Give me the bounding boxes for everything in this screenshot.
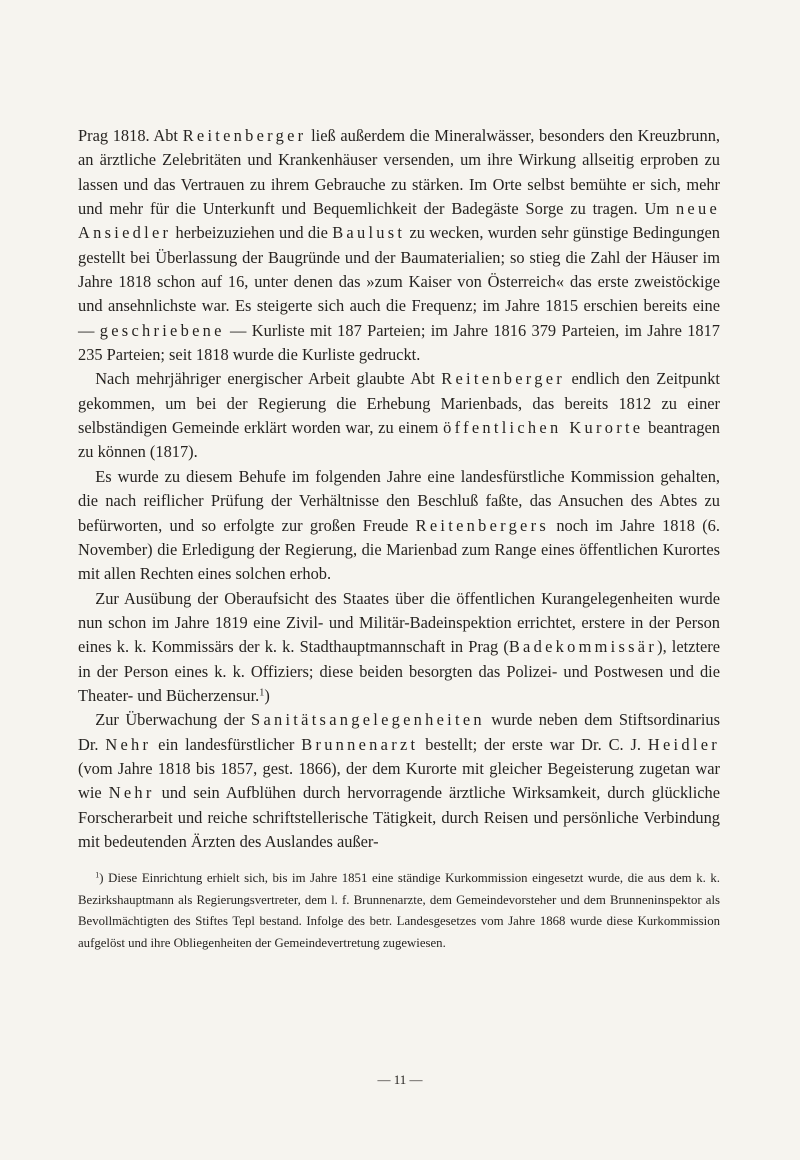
spaced-term: Baulust [332,223,406,243]
text-run: ) [264,685,270,705]
text-run: — Kurliste mit 187 Parteien; im Jahre 1816 379 Parteien, im Jahre 1817 235 Parteien; seit 1818 wurde die Kurliste gedruckt. [78,320,720,365]
text-run: ), letztere in der Person eines k. k. Offiziers; diese beiden besorgten das Polizei- und Postwesen und die Theater- und Bücherzensur. [78,637,721,705]
text-run: ein landesfürstlicher [151,734,302,754]
spaced-term: neue Ansiedler [78,199,720,243]
footnote-marker: 1 [259,687,265,699]
page-number: — 11 — [377,1072,423,1087]
text-run: noch im Jahre 1818 (6. November) die Erledigung der Regierung, die Marienbad zum Range eines öffentlichen Kurortes mit allen Rechten eines solchen erhob. [78,515,720,584]
spaced-term: Sanitätsangelegenheiten [251,710,485,730]
text-run: Zur Überwachung der [95,710,252,730]
text-run: herbeizuziehen und die [171,223,333,243]
spaced-name: Heidler [647,734,720,754]
spaced-name: Reitenbergers [415,515,550,535]
paragraph-3 [78,465,720,587]
text-run: Zur Ausübung der Oberaufsicht des Staates über die öffentlichen Kurangelegenheiten wurde nun schon im Jahre 1819 eine Zivil- und Militär-Badeinspektion errichtet, erstere in der Person eines k. k. Kommissärs der k. k. Stadthauptmannschaft in Prag ( [78,588,720,657]
text-run: ließ außerdem die Mineralwässer, besonders den Kreuzbrunn, an ärztliche Zelebritäten und Krankenhäuser versenden, um ihre Wirkung allseitig erproben zu lassen und das Vertrauen zu ihrem Gebrauche zu stärken. Im Orte selbst bemühte er sich, mehr und mehr für die Unterkunft und Bequemlichkeit der Badegäste Sorge zu tragen. Um [78,126,720,219]
text-run: zu wecken, wurden sehr günstige Bedingungen gestellt bei Überlassung der Baugründe und der Baumaterialien; so stieg die Zahl der Häuser im Jahre 1818 schon auf 16, unter denen das »zum Kaiser von Österreich« das erste zweistöckige und ansehnlichste war. Es steigerte sich auch die Frequenz; im Jahre 1815 erschien bereits eine — [78,223,720,340]
spaced-term: geschriebene [99,320,225,340]
spaced-name: Reitenberger [182,126,307,145]
paragraph-1 [78,124,720,367]
footnote [78,868,720,954]
spaced-name: Nehr [108,783,155,803]
text-run: beantragen zu können (1817). [78,418,721,462]
paragraph-2 [78,367,720,464]
page-content [78,124,720,954]
spaced-term: Brunnenarzt [301,734,419,754]
footnote-text [78,868,720,954]
text-run: (vom Jahre 1818 bis 1857, gest. 1866), der dem Kurorte mit gleicher Begeisterung zugetan war wie [78,758,720,803]
footnote-body: ) Diese Einrichtung erhielt sich, bis im Jahre 1851 eine ständige Kurkommission eingesetzt wurde, die aus dem k. k. Bezirkshauptmann als Regierungsvertreter, dem l. f. Brunnenarzte, dem Gemeindevorsteher und dem Brunneninspektor als Bevollmächtigten des Stiftes Tepl bestand. Infolge des betr. Landesgesetzes vom Jahre 1868 wurde diese Kurkommission aufgelöst und ihre Obliegenheiten der Gemeindevertretung zugewiesen. [78,871,720,950]
text-run: Nach mehrjähriger energischer Arbeit glaubte Abt [95,369,442,389]
text-run: Es wurde zu diesem Behufe im folgenden Jahre eine landesfürstliche Kommission gehalten, die nach reiflicher Prüfung der Verhältnisse den Beschluß faßte, das Ansuchen des Abtes zu befürworten, und so erfolgte zur großen Freude [78,466,720,535]
text-run: endlich den Zeitpunkt gekommen, um bei der Regierung die Erhebung Marienbads, das bereits 1812 zu einer selbständigen Gemeinde erklärt worden war, zu einem [78,369,720,438]
spaced-name: Nehr [105,734,152,754]
paragraph-4 [78,587,720,709]
spaced-term: Badekommissär [508,637,658,657]
text-run: wurde neben dem Stiftsordinarius Dr. [78,710,720,754]
footnote-marker: 1 [95,870,100,880]
spaced-name: Reitenberger [441,369,565,389]
main-text [78,124,720,854]
paragraph-5 [78,708,720,854]
text-run: bestellt; der erste war Dr. C. J. [418,734,648,754]
text-run: und sein Aufblühen durch hervorragende ärztliche Wirksamkeit, durch glückliche Forscherarbeit und reiche schriftstellerische Tätigkeit, durch Reisen und persönliche Verbindung mit bedeutenden Ärzten des Auslandes außer- [78,783,720,851]
text-run: Prag 1818. Abt [78,126,183,145]
spaced-term: öffentlichen Kurorte [443,418,644,438]
